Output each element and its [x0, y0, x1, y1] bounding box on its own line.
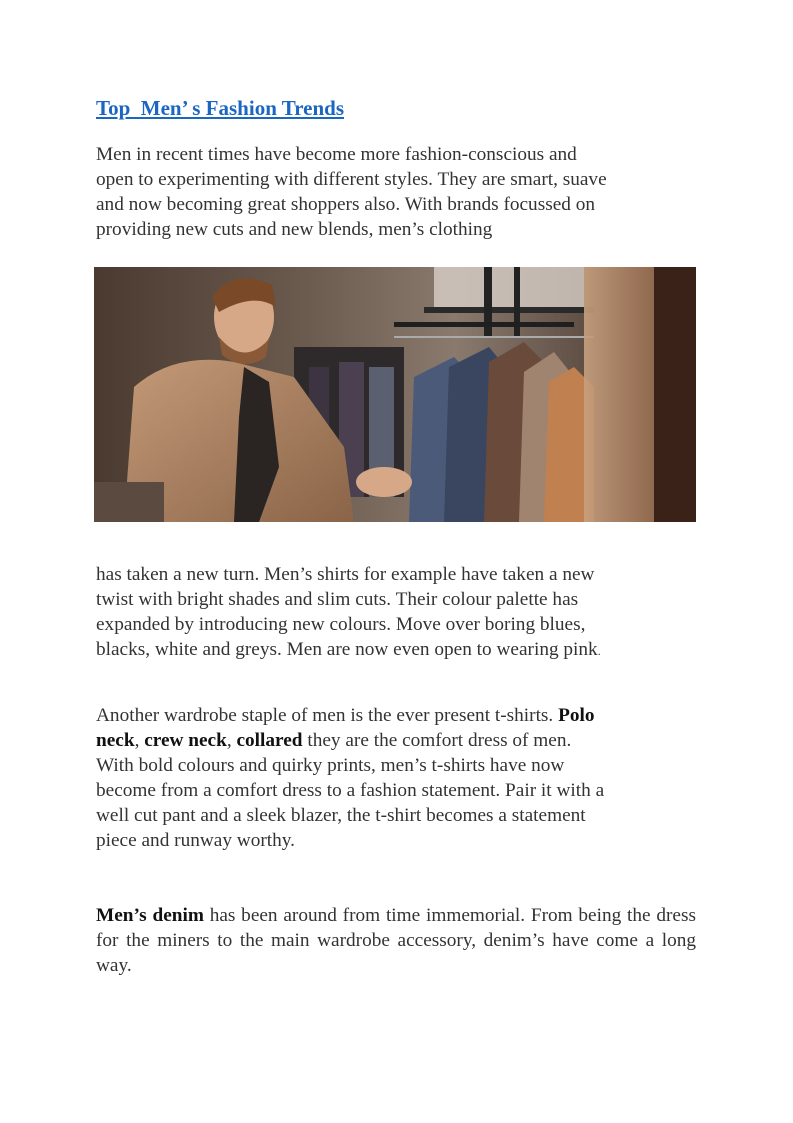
- intro-line-1: Men in recent times have become more fashion-conscious and: [96, 144, 577, 165]
- tshirts-line-1-text: Another wardrobe staple of men is the ever present t-shirts.: [96, 705, 559, 726]
- shirts-paragraph: [96, 562, 696, 664]
- tshirts-line-4: become from a comfort dress to a fashion statement. Pair it with a: [96, 780, 605, 801]
- fashion-photo: [94, 267, 696, 522]
- shirts-line-1: has taken a new turn. Men’s shirts for example have taken a new: [96, 564, 595, 585]
- comma-2: ,: [226, 730, 237, 751]
- denim-text: has been around from time immemorial. From being the dress for the miners to the main wardrobe accessory, denim’s have come a long way.: [96, 905, 696, 976]
- bold-crew-neck: crew neck: [144, 730, 227, 751]
- bold-mens-denim: Men’s denim: [96, 905, 204, 926]
- shirts-line-3: expanded by introducing new colours. Move over boring blues,: [96, 614, 586, 635]
- denim-paragraph: [96, 903, 696, 978]
- fashion-photo-illustration: [94, 267, 696, 522]
- page-title[interactable]: Top Men’ s Fashion Trends: [96, 96, 344, 120]
- tshirts-line-2-text: they are the comfort dress of men.: [302, 730, 572, 751]
- intro-line-2: open to experimenting with different styles. They are smart, suave: [96, 169, 607, 190]
- shirts-line-2: twist with bright shades and slim cuts. Their colour palette has: [96, 589, 579, 610]
- intro-line-4: providing new cuts and new blends, men’s clothing: [96, 219, 493, 240]
- comma-1: ,: [134, 730, 145, 751]
- bold-collared: collared: [236, 730, 303, 751]
- tshirts-line-6: piece and runway worthy.: [96, 830, 295, 851]
- intro-line-3: and now becoming great shoppers also. With brands focussed on: [96, 194, 596, 215]
- tshirts-paragraph: [96, 703, 696, 853]
- shirts-line-4-end: .: [597, 644, 601, 658]
- shirts-line-4: blacks, white and greys. Men are now even open to wearing pink: [96, 639, 598, 660]
- bold-neck: neck: [96, 730, 135, 751]
- intro-paragraph: [96, 142, 696, 242]
- tshirts-line-5: well cut pant and a sleek blazer, the t-shirt becomes a statement: [96, 805, 586, 826]
- tshirts-line-3: With bold colours and quirky prints, men’s t-shirts have now: [96, 755, 565, 776]
- bold-polo: Polo: [558, 705, 595, 726]
